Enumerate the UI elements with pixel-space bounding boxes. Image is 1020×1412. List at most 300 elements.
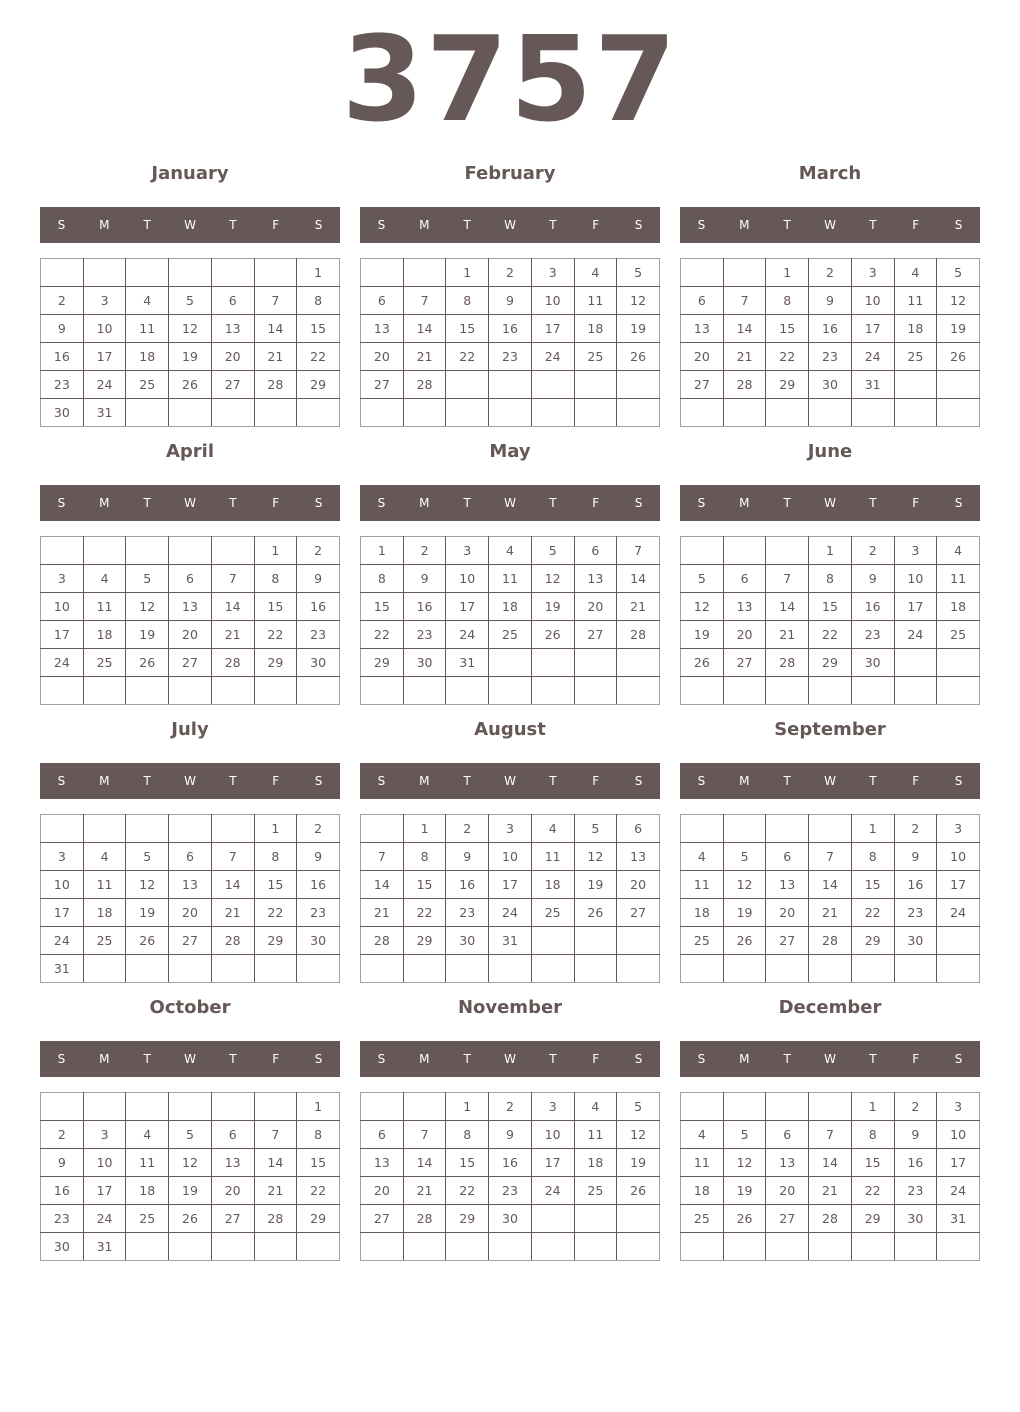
day-cell: 13 — [361, 315, 404, 343]
day-cell: 2 — [894, 1093, 937, 1121]
weekday-label: W — [184, 774, 196, 788]
weekday-label: S — [954, 1052, 963, 1066]
weekday-label: M — [99, 496, 110, 510]
day-cell: 28 — [254, 1205, 297, 1233]
day-cell — [766, 677, 809, 705]
weekday-label: T — [463, 496, 471, 510]
day-cell: 17 — [489, 871, 532, 899]
day-cell — [681, 955, 724, 983]
day-cell: 23 — [894, 899, 937, 927]
day-cell — [211, 537, 254, 565]
day-cell — [531, 927, 574, 955]
week-row — [681, 1149, 980, 1177]
day-cell — [681, 259, 724, 287]
day-cell — [489, 399, 532, 427]
weekday-label: T — [229, 218, 237, 232]
day-cell: 21 — [254, 1177, 297, 1205]
day-cell: 18 — [574, 315, 617, 343]
week-row — [681, 649, 980, 677]
weekday-label: T — [229, 1052, 237, 1066]
day-cell — [809, 399, 852, 427]
weekday-label: S — [377, 496, 386, 510]
day-cell: 10 — [531, 287, 574, 315]
day-cell: 1 — [446, 259, 489, 287]
day-cell: 2 — [489, 1093, 532, 1121]
weekday-header — [360, 207, 660, 243]
day-cell: 9 — [894, 843, 937, 871]
day-cell: 8 — [766, 287, 809, 315]
day-cell: 10 — [41, 593, 84, 621]
day-cell: 28 — [403, 371, 446, 399]
day-cell: 8 — [403, 843, 446, 871]
week-row — [41, 899, 340, 927]
day-cell: 18 — [489, 593, 532, 621]
day-cell: 5 — [169, 287, 212, 315]
day-cell: 28 — [211, 649, 254, 677]
day-cell: 26 — [531, 621, 574, 649]
day-cell: 14 — [254, 315, 297, 343]
day-cell — [361, 399, 404, 427]
day-cell: 29 — [809, 649, 852, 677]
day-cell — [766, 399, 809, 427]
day-cell: 15 — [851, 1149, 894, 1177]
week-row — [681, 843, 980, 871]
day-cell — [723, 259, 766, 287]
weekday-label: M — [99, 774, 110, 788]
day-cell: 13 — [361, 1149, 404, 1177]
day-cell — [809, 955, 852, 983]
day-cell: 10 — [83, 1149, 126, 1177]
day-cell — [489, 955, 532, 983]
day-cell: 24 — [531, 1177, 574, 1205]
day-cell — [169, 677, 212, 705]
day-cell: 16 — [809, 315, 852, 343]
day-cell: 16 — [851, 593, 894, 621]
day-cell — [937, 677, 980, 705]
day-grid — [680, 814, 980, 983]
day-cell — [723, 815, 766, 843]
day-cell — [809, 677, 852, 705]
day-cell: 13 — [617, 843, 660, 871]
day-cell: 2 — [403, 537, 446, 565]
weekday-label: T — [783, 496, 791, 510]
day-cell: 26 — [574, 899, 617, 927]
day-cell — [361, 1233, 404, 1261]
weekday-label: F — [272, 774, 280, 788]
day-cell: 16 — [41, 343, 84, 371]
weekday-label: T — [463, 218, 471, 232]
day-cell: 4 — [681, 1121, 724, 1149]
day-cell: 8 — [809, 565, 852, 593]
day-cell: 5 — [617, 1093, 660, 1121]
day-cell: 16 — [297, 593, 340, 621]
day-cell: 14 — [403, 315, 446, 343]
weekday-label: S — [697, 774, 706, 788]
day-cell: 17 — [937, 871, 980, 899]
day-cell: 10 — [894, 565, 937, 593]
weekday-label: F — [912, 1052, 920, 1066]
day-cell: 4 — [574, 259, 617, 287]
day-cell: 16 — [41, 1177, 84, 1205]
day-cell — [766, 1233, 809, 1261]
day-cell — [937, 955, 980, 983]
day-cell: 27 — [617, 899, 660, 927]
day-cell: 3 — [894, 537, 937, 565]
week-row — [361, 871, 660, 899]
day-cell: 22 — [809, 621, 852, 649]
day-cell — [361, 1093, 404, 1121]
day-cell: 8 — [446, 1121, 489, 1149]
day-cell: 8 — [254, 843, 297, 871]
day-cell: 14 — [809, 871, 852, 899]
weekday-label: T — [549, 218, 557, 232]
day-cell: 21 — [766, 621, 809, 649]
day-cell: 23 — [851, 621, 894, 649]
day-cell — [41, 537, 84, 565]
day-cell: 13 — [211, 315, 254, 343]
day-cell: 23 — [41, 371, 84, 399]
day-grid — [40, 1092, 340, 1261]
day-cell: 12 — [126, 593, 169, 621]
day-cell: 15 — [766, 315, 809, 343]
day-cell — [894, 649, 937, 677]
week-row — [681, 871, 980, 899]
weekday-label: F — [272, 496, 280, 510]
day-cell: 26 — [723, 1205, 766, 1233]
day-cell: 2 — [446, 815, 489, 843]
day-cell: 24 — [489, 899, 532, 927]
day-cell — [574, 1233, 617, 1261]
day-cell — [211, 955, 254, 983]
day-cell: 22 — [851, 1177, 894, 1205]
day-cell: 8 — [446, 287, 489, 315]
day-cell — [126, 399, 169, 427]
day-cell: 8 — [851, 843, 894, 871]
day-grid — [680, 258, 980, 427]
day-grid — [40, 536, 340, 705]
week-row — [361, 565, 660, 593]
week-row — [361, 955, 660, 983]
day-cell: 9 — [894, 1121, 937, 1149]
week-row — [361, 843, 660, 871]
weekday-label: T — [869, 218, 877, 232]
weekday-label: S — [697, 496, 706, 510]
day-cell: 6 — [169, 843, 212, 871]
day-cell: 7 — [211, 565, 254, 593]
week-row — [41, 1233, 340, 1261]
day-cell — [723, 399, 766, 427]
weekday-label: S — [697, 218, 706, 232]
week-row — [361, 371, 660, 399]
day-cell: 4 — [126, 1121, 169, 1149]
day-cell: 31 — [83, 1233, 126, 1261]
day-cell: 1 — [254, 815, 297, 843]
weekday-label: M — [739, 1052, 750, 1066]
month-title: November — [457, 997, 563, 1018]
day-cell: 5 — [617, 259, 660, 287]
week-row — [361, 927, 660, 955]
day-cell: 1 — [403, 815, 446, 843]
day-cell: 1 — [361, 537, 404, 565]
day-cell: 15 — [809, 593, 852, 621]
day-cell: 13 — [723, 593, 766, 621]
day-cell: 13 — [766, 1149, 809, 1177]
day-cell: 27 — [211, 371, 254, 399]
week-row — [41, 565, 340, 593]
week-row — [681, 343, 980, 371]
day-cell: 22 — [403, 899, 446, 927]
week-row — [681, 1233, 980, 1261]
day-cell: 11 — [126, 1149, 169, 1177]
day-cell — [403, 955, 446, 983]
day-cell: 4 — [126, 287, 169, 315]
day-cell: 28 — [766, 649, 809, 677]
day-cell: 24 — [894, 621, 937, 649]
day-cell — [403, 399, 446, 427]
day-grid — [360, 1092, 660, 1261]
week-row — [41, 843, 340, 871]
day-cell — [681, 1233, 724, 1261]
day-cell — [681, 1093, 724, 1121]
day-cell: 12 — [617, 287, 660, 315]
day-cell: 6 — [574, 537, 617, 565]
day-cell: 20 — [211, 343, 254, 371]
day-cell: 28 — [617, 621, 660, 649]
day-cell — [531, 371, 574, 399]
day-cell: 17 — [446, 593, 489, 621]
week-row — [361, 315, 660, 343]
week-row — [41, 343, 340, 371]
day-cell: 19 — [169, 343, 212, 371]
day-cell — [169, 537, 212, 565]
day-cell: 19 — [126, 899, 169, 927]
day-cell — [403, 677, 446, 705]
day-cell: 9 — [297, 843, 340, 871]
day-cell: 13 — [574, 565, 617, 593]
day-cell: 4 — [681, 843, 724, 871]
week-row — [361, 677, 660, 705]
day-cell: 3 — [446, 537, 489, 565]
day-cell — [446, 1233, 489, 1261]
month-title: August — [474, 719, 546, 740]
day-cell: 24 — [41, 927, 84, 955]
day-cell: 30 — [894, 1205, 937, 1233]
weekday-label: T — [143, 1052, 151, 1066]
day-cell: 10 — [41, 871, 84, 899]
day-cell: 23 — [297, 899, 340, 927]
weekday-label: F — [592, 218, 600, 232]
day-cell: 5 — [169, 1121, 212, 1149]
day-cell: 29 — [403, 927, 446, 955]
day-cell: 22 — [446, 1177, 489, 1205]
day-cell: 3 — [531, 259, 574, 287]
day-cell: 31 — [41, 955, 84, 983]
day-cell: 6 — [361, 1121, 404, 1149]
day-cell: 30 — [851, 649, 894, 677]
day-cell: 9 — [41, 315, 84, 343]
day-cell: 31 — [937, 1205, 980, 1233]
day-cell: 18 — [937, 593, 980, 621]
day-cell — [126, 677, 169, 705]
day-cell: 19 — [617, 1149, 660, 1177]
day-cell: 11 — [531, 843, 574, 871]
week-row — [41, 871, 340, 899]
day-cell: 20 — [169, 621, 212, 649]
day-cell: 4 — [937, 537, 980, 565]
day-cell: 3 — [489, 815, 532, 843]
week-row — [681, 1093, 980, 1121]
day-cell — [937, 1233, 980, 1261]
weekday-header — [40, 485, 340, 521]
week-row — [361, 259, 660, 287]
week-row — [41, 955, 340, 983]
day-cell — [574, 649, 617, 677]
weekday-label: T — [229, 496, 237, 510]
day-cell: 6 — [169, 565, 212, 593]
weekday-label: T — [229, 774, 237, 788]
day-cell: 27 — [361, 1205, 404, 1233]
day-cell — [83, 815, 126, 843]
day-cell — [83, 537, 126, 565]
weekday-label: F — [912, 496, 920, 510]
month-title: February — [464, 163, 556, 184]
day-cell — [894, 399, 937, 427]
day-cell: 5 — [937, 259, 980, 287]
day-cell — [809, 815, 852, 843]
day-cell: 15 — [254, 593, 297, 621]
day-cell: 28 — [361, 927, 404, 955]
day-cell: 26 — [681, 649, 724, 677]
week-row — [361, 1177, 660, 1205]
weekday-label: T — [549, 1052, 557, 1066]
day-cell: 30 — [489, 1205, 532, 1233]
day-cell: 10 — [531, 1121, 574, 1149]
day-cell: 17 — [83, 1177, 126, 1205]
day-cell — [574, 371, 617, 399]
day-grid — [40, 814, 340, 983]
day-cell — [83, 259, 126, 287]
day-cell: 7 — [403, 287, 446, 315]
weekday-label: T — [143, 774, 151, 788]
day-cell: 15 — [297, 315, 340, 343]
day-cell — [41, 1093, 84, 1121]
month-title: March — [798, 163, 862, 184]
day-cell: 14 — [211, 593, 254, 621]
day-cell: 8 — [361, 565, 404, 593]
weekday-label: T — [869, 1052, 877, 1066]
week-row — [41, 1205, 340, 1233]
day-cell: 29 — [254, 927, 297, 955]
month-title: October — [149, 997, 231, 1018]
week-row — [41, 1149, 340, 1177]
day-cell: 5 — [681, 565, 724, 593]
weekday-label: F — [912, 774, 920, 788]
week-row — [361, 1149, 660, 1177]
day-cell: 1 — [254, 537, 297, 565]
day-cell: 11 — [894, 287, 937, 315]
week-row — [361, 815, 660, 843]
day-cell: 17 — [41, 899, 84, 927]
day-cell — [851, 1233, 894, 1261]
day-cell — [937, 927, 980, 955]
day-cell: 18 — [126, 343, 169, 371]
week-row — [41, 371, 340, 399]
weekday-label: W — [184, 496, 196, 510]
day-cell: 23 — [489, 1177, 532, 1205]
day-cell: 20 — [211, 1177, 254, 1205]
day-cell: 22 — [254, 899, 297, 927]
week-row — [41, 815, 340, 843]
day-cell — [617, 371, 660, 399]
day-cell — [723, 1233, 766, 1261]
day-cell — [83, 677, 126, 705]
week-row — [361, 287, 660, 315]
day-cell — [766, 955, 809, 983]
weekday-label: M — [419, 774, 430, 788]
day-cell: 15 — [254, 871, 297, 899]
week-row — [41, 593, 340, 621]
day-cell — [617, 1205, 660, 1233]
day-cell: 22 — [446, 343, 489, 371]
day-cell: 7 — [361, 843, 404, 871]
day-cell: 19 — [723, 1177, 766, 1205]
day-cell: 7 — [254, 287, 297, 315]
weekday-label: W — [824, 1052, 836, 1066]
day-cell: 14 — [617, 565, 660, 593]
day-cell: 31 — [446, 649, 489, 677]
month-title: May — [489, 441, 531, 462]
day-cell: 26 — [126, 649, 169, 677]
weekday-label: W — [504, 1052, 516, 1066]
day-cell: 20 — [723, 621, 766, 649]
day-cell — [361, 677, 404, 705]
week-row — [41, 621, 340, 649]
day-cell: 27 — [681, 371, 724, 399]
day-cell: 27 — [361, 371, 404, 399]
day-cell: 17 — [851, 315, 894, 343]
day-cell: 18 — [531, 871, 574, 899]
weekday-label: W — [824, 496, 836, 510]
day-cell: 13 — [169, 593, 212, 621]
day-cell: 10 — [937, 1121, 980, 1149]
weekday-label: W — [184, 218, 196, 232]
day-cell — [851, 677, 894, 705]
week-row — [41, 315, 340, 343]
day-cell — [894, 677, 937, 705]
day-cell: 7 — [254, 1121, 297, 1149]
day-cell: 21 — [211, 621, 254, 649]
day-cell — [937, 649, 980, 677]
day-cell: 1 — [297, 1093, 340, 1121]
day-cell: 21 — [403, 343, 446, 371]
day-cell: 24 — [937, 899, 980, 927]
week-row — [41, 649, 340, 677]
day-cell: 5 — [126, 565, 169, 593]
day-cell: 25 — [531, 899, 574, 927]
week-row — [41, 259, 340, 287]
day-cell: 15 — [403, 871, 446, 899]
day-cell: 13 — [169, 871, 212, 899]
weekday-label: S — [697, 1052, 706, 1066]
day-cell — [574, 399, 617, 427]
day-cell: 9 — [41, 1149, 84, 1177]
day-cell: 6 — [211, 1121, 254, 1149]
day-cell: 20 — [681, 343, 724, 371]
day-cell: 2 — [41, 1121, 84, 1149]
week-row — [361, 649, 660, 677]
day-cell — [531, 955, 574, 983]
day-cell — [617, 1233, 660, 1261]
